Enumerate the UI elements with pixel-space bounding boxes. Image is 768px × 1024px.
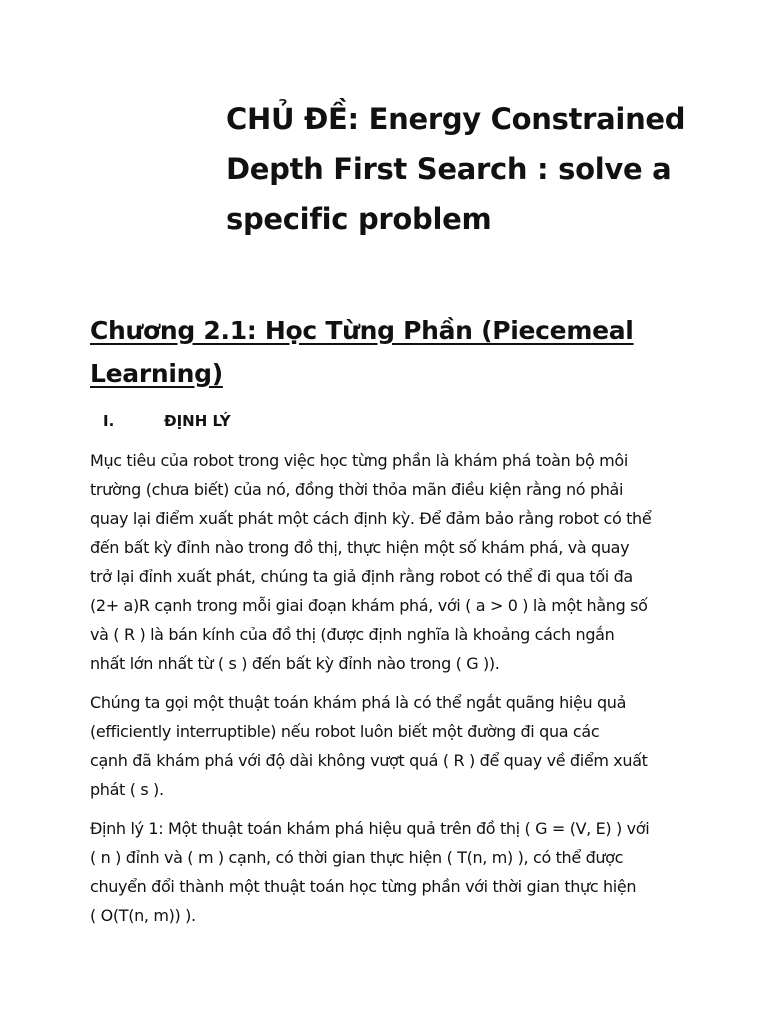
paragraph-line: nhất lớn nhất từ ( s ) đến bất kỳ đỉnh nào trong ( G )). xyxy=(90,654,500,673)
paragraph-line: quay lại điểm xuất phát một cách định kỳ. Để đảm bảo rằng robot có thể xyxy=(90,509,652,528)
paragraph-line: Chúng ta gọi một thuật toán khám phá là có thể ngắt quãng hiệu quả xyxy=(90,693,627,712)
paragraph-line: Mục tiêu của robot trong việc học từng phần là khám phá toàn bộ môi xyxy=(90,451,628,470)
paragraph-line: ( n ) đỉnh và ( m ) cạnh, có thời gian thực hiện ( T(n, m) ), có thể được xyxy=(90,848,624,867)
paragraph-line: (efficiently interruptible) nếu robot luôn biết một đường đi qua các xyxy=(90,722,600,741)
chapter-heading-line: Chương 2.1: Học Từng Phần (Piecemeal xyxy=(90,316,634,345)
section-title: ĐỊNH LÝ xyxy=(164,412,231,430)
document-title-line: CHỦ ĐỀ: Energy Constrained xyxy=(226,102,686,136)
paragraph-line: phát ( s ). xyxy=(90,780,164,799)
section-number: I. xyxy=(103,412,115,430)
paragraph-line: đến bất kỳ đỉnh nào trong đồ thị, thực hiện một số khám phá, và quay xyxy=(90,538,630,557)
paragraph-line: (2+ a)R cạnh trong mỗi giai đoạn khám phá, với ( a > 0 ) là một hằng số xyxy=(90,596,648,615)
document-title-line: Depth First Search : solve a xyxy=(226,152,672,186)
document-title xyxy=(226,94,696,244)
paragraph-line: chuyển đổi thành một thuật toán học từng phần với thời gian thực hiện xyxy=(90,877,637,896)
paragraph-line: và ( R ) là bán kính của đồ thị (được định nghĩa là khoảng cách ngắn xyxy=(90,625,615,644)
chapter-heading-line: Learning) xyxy=(90,359,223,388)
paragraph-line: cạnh đã khám phá với độ dài không vượt quá ( R ) để quay về điểm xuất xyxy=(90,751,648,770)
paragraph-line: trường (chưa biết) của nó, đồng thời thỏa mãn điều kiện rằng nó phải xyxy=(90,480,624,499)
paragraph-theorem-1 xyxy=(90,814,690,930)
section-heading xyxy=(103,410,231,432)
paragraph-line: trở lại đỉnh xuất phát, chúng ta giả định rằng robot có thể đi qua tối đa xyxy=(90,567,633,586)
paragraph-line: Định lý 1: Một thuật toán khám phá hiệu quả trên đồ thị ( G = (V, E) ) với xyxy=(90,819,650,838)
paragraph-interruptible xyxy=(90,688,690,804)
chapter-heading xyxy=(90,309,690,395)
document-title-line: specific problem xyxy=(226,202,492,236)
paragraph-line: ( O(T(n, m)) ). xyxy=(90,906,196,925)
paragraph-objective xyxy=(90,446,690,678)
